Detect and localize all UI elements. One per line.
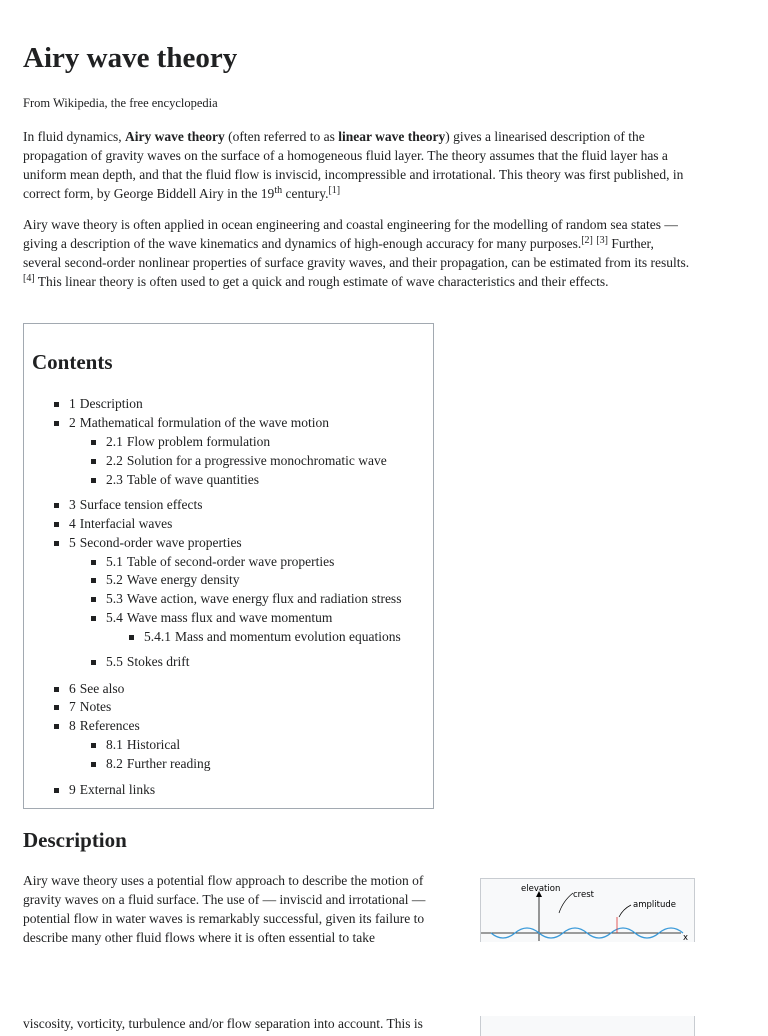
- toc-item[interactable]: [69, 495, 202, 514]
- toc-item-label: Table of second-order wave properties: [126, 554, 335, 569]
- toc-item-label: Wave mass flux and wave momentum: [126, 610, 333, 625]
- toc-item[interactable]: [69, 413, 329, 432]
- toc-item[interactable]: [106, 589, 401, 608]
- intro-text: Airy wave theory is often applied in ocean engineering and coastal engineering for the modelling of random sea states — giving a description of the wave kinematics and dynamics of high-enough accuracy for many purposes.: [23, 217, 678, 251]
- toc-item-number: 5.4.1: [144, 629, 171, 644]
- toc-item-number: 2.3: [106, 472, 123, 487]
- toc-item-number: 1: [69, 396, 76, 411]
- toc-item[interactable]: [69, 533, 242, 552]
- intro-text: Further, several second-order nonlinear properties of surface gravity waves, and their propagation, can be estimated from its results.: [23, 236, 690, 270]
- intro-text: This linear theory is often used to get a quick and rough estimate of wave characteristics and their effects.: [34, 274, 609, 289]
- toc-item[interactable]: [69, 679, 124, 698]
- toc-item-label: Mass and momentum evolution equations: [175, 629, 401, 644]
- second-figure[interactable]: [480, 1016, 695, 1036]
- label-amplitude: amplitude: [633, 900, 676, 910]
- toc-item[interactable]: [69, 716, 140, 735]
- label-x: x: [683, 933, 689, 943]
- label-elevation: elevation: [521, 884, 561, 894]
- toc-item[interactable]: [106, 552, 334, 571]
- toc-item-number: 5.1: [106, 554, 123, 569]
- description-paragraph-continued: viscosity, vorticity, turbulence and/or flow separation into account. This is: [23, 1016, 423, 1031]
- toc-item[interactable]: [144, 627, 401, 646]
- toc-item-label: Surface tension effects: [79, 497, 203, 512]
- table-of-contents: [23, 323, 434, 809]
- toc-item-label: External links: [79, 782, 156, 797]
- toc-item-number: 5.3: [106, 591, 123, 606]
- toc-item-number: 4: [69, 516, 76, 531]
- toc-item[interactable]: [106, 570, 240, 589]
- intro-text: In fluid dynamics,: [23, 129, 125, 144]
- crest-pointer: [559, 893, 573, 913]
- page-title: Airy wave theory: [23, 42, 238, 74]
- toc-item-label: Table of wave quantities: [126, 472, 260, 487]
- toc-title: Contents: [32, 350, 113, 374]
- toc-item-label: Mathematical formulation of the wave motion: [79, 415, 330, 430]
- toc-item-number: 8.2: [106, 756, 123, 771]
- toc-item-label: Description: [79, 396, 143, 411]
- toc-item[interactable]: [106, 735, 180, 754]
- toc-item[interactable]: [106, 451, 387, 470]
- toc-item[interactable]: [69, 514, 172, 533]
- section-heading-description: Description: [23, 828, 127, 852]
- label-crest: crest: [573, 890, 594, 900]
- toc-item-label: Further reading: [126, 756, 211, 771]
- toc-item-number: 6: [69, 681, 76, 696]
- toc-item-number: 9: [69, 782, 76, 797]
- toc-item[interactable]: [106, 432, 270, 451]
- toc-item-label: Wave energy density: [126, 572, 240, 587]
- toc-item-number: 5: [69, 535, 76, 550]
- toc-item-number: 7: [69, 699, 76, 714]
- toc-item-number: 8: [69, 718, 76, 733]
- wave-diagram: [481, 879, 694, 943]
- toc-item-label: Second-order wave properties: [79, 535, 242, 550]
- toc-item-number: 5.2: [106, 572, 123, 587]
- intro-text: century.: [282, 186, 329, 201]
- toc-item-number: 3: [69, 497, 76, 512]
- toc-item-label: Stokes drift: [126, 654, 190, 669]
- intro-paragraph-2: [23, 215, 695, 291]
- toc-item-label: Wave action, wave energy flux and radiation stress: [126, 591, 402, 606]
- toc-item-number: 5.4: [106, 610, 123, 625]
- toc-item[interactable]: [106, 470, 259, 489]
- toc-item-label: Historical: [126, 737, 181, 752]
- toc-item[interactable]: [106, 754, 210, 773]
- description-paragraph: Airy wave theory uses a potential flow approach to describe the motion of gravity waves on a fluid surface. The use of — inviscid and irrotational — potential flow in water waves is remarkably successful, given its failure to describe many other fluid flows where it is often essential to take: [23, 873, 426, 945]
- intro-text: ) gives a linearised description of the propagation of gravity waves on the surface of a homogeneous fluid layer. The theory assumes that the fluid layer has a uniform mean depth, and that the fluid flow is inviscid, incompressible and irrotational. This theory was first published, in correct form, by George Biddell Airy in the 19: [23, 129, 684, 201]
- toc-item[interactable]: [106, 652, 190, 671]
- toc-item-label: See also: [79, 681, 125, 696]
- toc-item-number: 2.1: [106, 434, 123, 449]
- reference-link-4[interactable]: [4]: [23, 273, 35, 284]
- toc-item-number: 8.1: [106, 737, 123, 752]
- bold-term-linear: linear wave theory: [338, 129, 446, 144]
- intro-text: (often referred to as: [224, 129, 339, 144]
- amplitude-pointer: [619, 905, 631, 917]
- intro-paragraph-1: [23, 127, 695, 203]
- toc-item-label: Interfacial waves: [79, 516, 173, 531]
- reference-link-2[interactable]: [2]: [581, 235, 593, 246]
- tagline: From Wikipedia, the free encyclopedia: [23, 96, 218, 110]
- toc-item-label: Flow problem formulation: [126, 434, 271, 449]
- toc-item[interactable]: [106, 608, 332, 627]
- reference-link-3[interactable]: [3]: [596, 235, 608, 246]
- toc-item-label: Solution for a progressive monochromatic wave: [126, 453, 387, 468]
- toc-item-label: References: [79, 718, 140, 733]
- toc-item[interactable]: [69, 394, 143, 413]
- wave-diagram-figure[interactable]: [480, 878, 695, 942]
- toc-item-number: 5.5: [106, 654, 123, 669]
- superscript-th: th: [274, 185, 283, 196]
- toc-item-number: 2: [69, 415, 76, 430]
- toc-item[interactable]: [69, 780, 155, 799]
- reference-link-1[interactable]: [1]: [328, 185, 341, 196]
- toc-item-label: Notes: [79, 699, 112, 714]
- bold-term-airy: Airy wave theory: [124, 129, 225, 144]
- toc-item[interactable]: [69, 697, 111, 716]
- toc-item-number: 2.2: [106, 453, 123, 468]
